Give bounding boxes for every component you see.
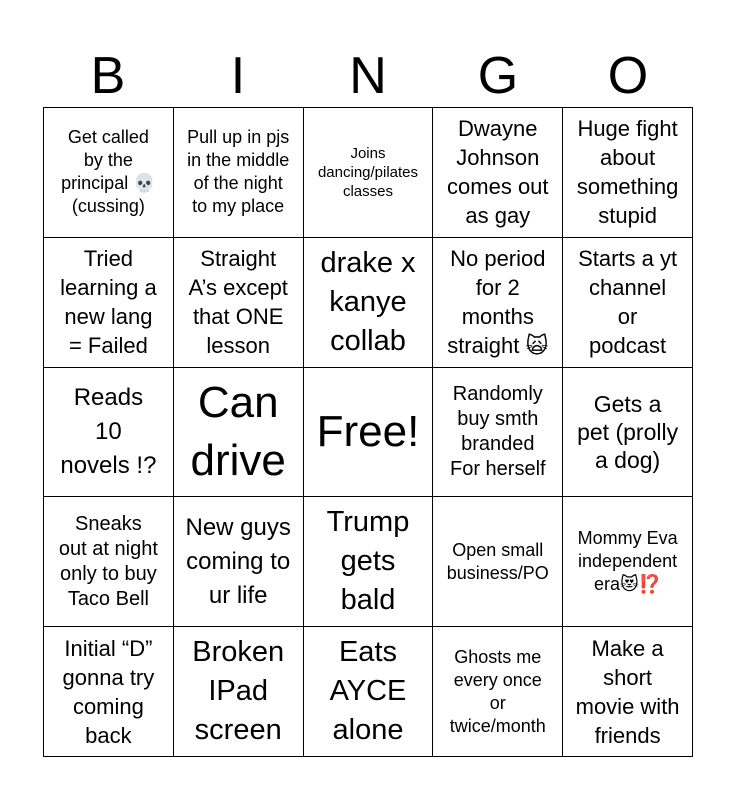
bingo-cell-text: No period for 2 months straight 🙀	[447, 246, 549, 359]
bingo-cell-text: Randomly buy smth branded For herself	[449, 382, 546, 480]
bingo-cell[interactable]	[174, 368, 304, 498]
bingo-cell[interactable]	[44, 368, 174, 498]
bingo-cell-text: Initial “D” gonna try coming back	[62, 635, 155, 748]
bingo-cell-text: Sneaks out at night only to buy Taco Bell	[58, 512, 158, 610]
bingo-cell[interactable]	[304, 497, 434, 627]
bingo-cell[interactable]	[433, 627, 563, 757]
bingo-cell[interactable]	[433, 497, 563, 627]
bingo-cell-text: Pull up in pjs in the middle of the night to my place	[187, 127, 290, 217]
bingo-cell[interactable]	[304, 238, 434, 368]
bingo-cell-text: New guys coming to ur life	[185, 513, 291, 609]
bingo-cell[interactable]	[563, 108, 693, 238]
bingo-cell[interactable]	[44, 627, 174, 757]
bingo-cell-text: Get called by the principal 💀 (cussing)	[61, 127, 156, 217]
bingo-cell-text: Starts a yt channel or podcast	[578, 246, 678, 359]
bingo-header	[43, 46, 693, 106]
bingo-cell[interactable]	[174, 108, 304, 238]
bingo-cell[interactable]	[174, 497, 304, 627]
bingo-cell[interactable]	[563, 627, 693, 757]
bingo-cell[interactable]	[433, 238, 563, 368]
bingo-cell-text: Gets a pet (prolly a dog)	[577, 390, 679, 473]
bingo-cell-text: Eats AYCE alone	[329, 636, 407, 747]
bingo-cell-text: Make a short movie with friends	[575, 635, 680, 748]
bingo-cell-text: Broken IPad screen	[192, 636, 285, 747]
bingo-cell[interactable]	[304, 627, 434, 757]
bingo-cell[interactable]	[433, 368, 563, 498]
bingo-cell-text: Mommy Eva independent era😻⁉️	[577, 528, 678, 595]
header-letter-b: B	[90, 47, 126, 105]
bingo-cell[interactable]	[433, 108, 563, 238]
bingo-cell-text: Huge fight about something stupid	[576, 116, 679, 229]
bingo-cell[interactable]	[563, 238, 693, 368]
bingo-cell[interactable]	[563, 368, 693, 498]
bingo-cell-text: Open small business/PO	[446, 539, 549, 583]
header-letter-o: O	[607, 47, 649, 105]
bingo-cell[interactable]	[174, 238, 304, 368]
bingo-cell[interactable]	[44, 108, 174, 238]
bingo-cell[interactable]	[174, 627, 304, 757]
bingo-card-grid	[43, 107, 693, 757]
header-letter-i: I	[230, 47, 246, 105]
bingo-cell-text: Tried learning a new lang = Failed	[60, 246, 157, 359]
header-letter-g: G	[477, 47, 519, 105]
bingo-cell[interactable]	[44, 238, 174, 368]
bingo-cell-text: Joins dancing/pilates classes	[317, 144, 419, 200]
free-space-cell[interactable]	[304, 368, 434, 498]
bingo-cell-text: Trump gets bald	[326, 506, 410, 617]
bingo-cell-text: Can drive	[190, 377, 286, 485]
bingo-cell[interactable]	[563, 497, 693, 627]
free-space-text: Free!	[316, 406, 420, 456]
bingo-cell[interactable]	[44, 497, 174, 627]
bingo-cell-text: Ghosts me every once or twice/month	[449, 646, 546, 736]
header-letter-n: N	[349, 47, 387, 105]
bingo-cell-text: Reads 10 novels !?	[60, 383, 157, 479]
bingo-cell-text: Dwayne Johnson comes out as gay	[447, 116, 549, 229]
bingo-cell-text: Straight A’s except that ONE lesson	[188, 246, 288, 359]
bingo-cell[interactable]	[304, 108, 434, 238]
bingo-cell-text: drake x kanye collab	[320, 246, 416, 357]
